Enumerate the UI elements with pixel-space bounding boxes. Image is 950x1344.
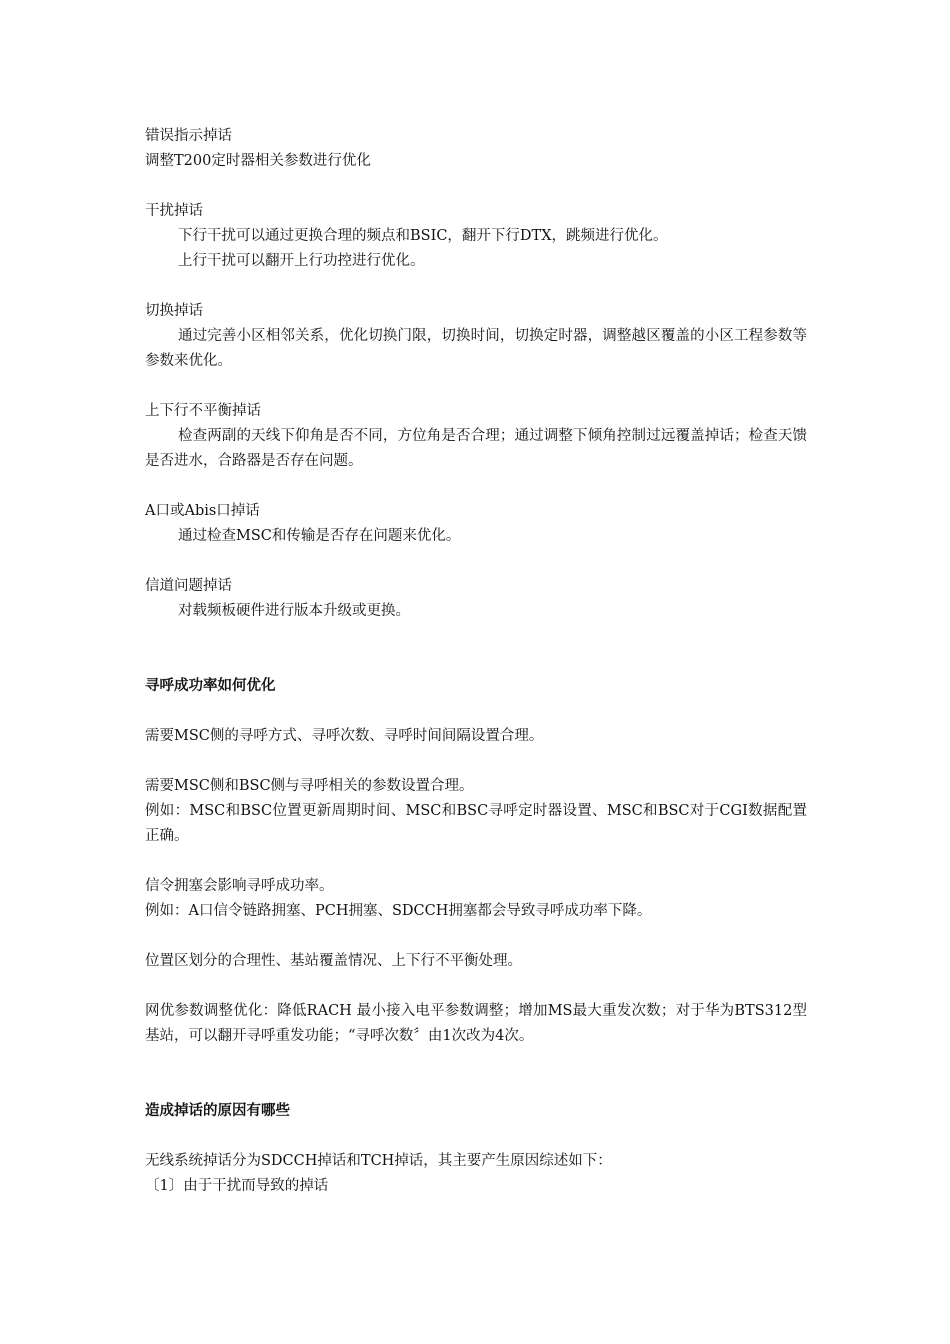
document-body <box>145 124 807 1199</box>
paragraph-drop-causes-2: 〔1〕由于干扰而导致的掉话 <box>145 1178 329 1194</box>
paragraph-paging-5: 网优参数调整优化：降低RACH 最小接入电平参数调整；增加MS最大重发次数；对于华为BTS312型基站，可以翻开寻呼重发功能；“寻呼次数〞由1次改为4次。 <box>145 1003 807 1044</box>
heading-drop-causes: 造成掉话的原因有哪些 <box>145 1103 290 1119</box>
spacer <box>145 174 807 199</box>
paragraph-handover: 通过完善小区相邻关系，优化切换门限，切换时间，切换定时器，调整越区覆盖的小区工程参数等参数来优化。 <box>145 328 807 369</box>
heading-paging: 寻呼成功率如何优化 <box>145 678 276 694</box>
section-title-handover: 切换掉话 <box>145 303 203 319</box>
spacer <box>145 1124 807 1149</box>
paragraph-a-abis: 通过检查MSC和传输是否存在问题来优化。 <box>178 528 461 544</box>
spacer <box>145 649 807 674</box>
paragraph-paging-3a: 信令拥塞会影响寻呼成功率。 <box>145 878 334 894</box>
section-title-a-abis: A口或Abis口掉话 <box>145 503 260 519</box>
spacer <box>145 374 807 399</box>
spacer <box>145 1074 807 1099</box>
paragraph-paging-1: 需要MSC侧的寻呼方式、寻呼次数、寻呼时间间隔设置合理。 <box>145 728 544 744</box>
spacer <box>145 274 807 299</box>
paragraph-error-indication: 调整T200定时器相关参数进行优化 <box>145 153 371 169</box>
spacer <box>145 849 807 874</box>
spacer <box>145 974 807 999</box>
paragraph-paging-2b: 例如：MSC和BSC位置更新周期时间、MSC和BSC寻呼定时器设置、MSC和BSC对于CGI数据配置正确。 <box>145 803 807 844</box>
section-title-channel: 信道问题掉话 <box>145 578 232 594</box>
spacer <box>145 474 807 499</box>
paragraph-interference-uplink: 上行干扰可以翻开上行功控进行优化。 <box>178 253 425 269</box>
spacer <box>145 549 807 574</box>
section-title-imbalance: 上下行不平衡掉话 <box>145 403 261 419</box>
spacer <box>145 624 807 649</box>
spacer <box>145 924 807 949</box>
paragraph-drop-causes-1: 无线系统掉话分为SDCCH掉话和TCH掉话，其主要产生原因综述如下： <box>145 1153 612 1169</box>
paragraph-interference-downlink: 下行干扰可以通过更换合理的频点和BSIC，翻开下行DTX，跳频进行优化。 <box>178 228 668 244</box>
paragraph-channel: 对载频板硬件进行版本升级或更换。 <box>178 603 410 619</box>
spacer <box>145 1049 807 1074</box>
section-title-interference: 干扰掉话 <box>145 203 203 219</box>
spacer <box>145 699 807 724</box>
paragraph-paging-3b: 例如：A口信令链路拥塞、PCH拥塞、SDCCH拥塞都会导致寻呼成功率下降。 <box>145 903 652 919</box>
spacer <box>145 749 807 774</box>
paragraph-paging-4: 位置区划分的合理性、基站覆盖情况、上下行不平衡处理。 <box>145 953 522 969</box>
paragraph-imbalance: 检查两副的天线下仰角是否不同，方位角是否合理；通过调整下倾角控制过远覆盖掉话；检查天馈是否进水，合路器是否存在问题。 <box>145 428 807 469</box>
section-title-error-indication: 错误指示掉话 <box>145 128 232 144</box>
paragraph-paging-2a: 需要MSC侧和BSC侧与寻呼相关的参数设置合理。 <box>145 778 474 794</box>
